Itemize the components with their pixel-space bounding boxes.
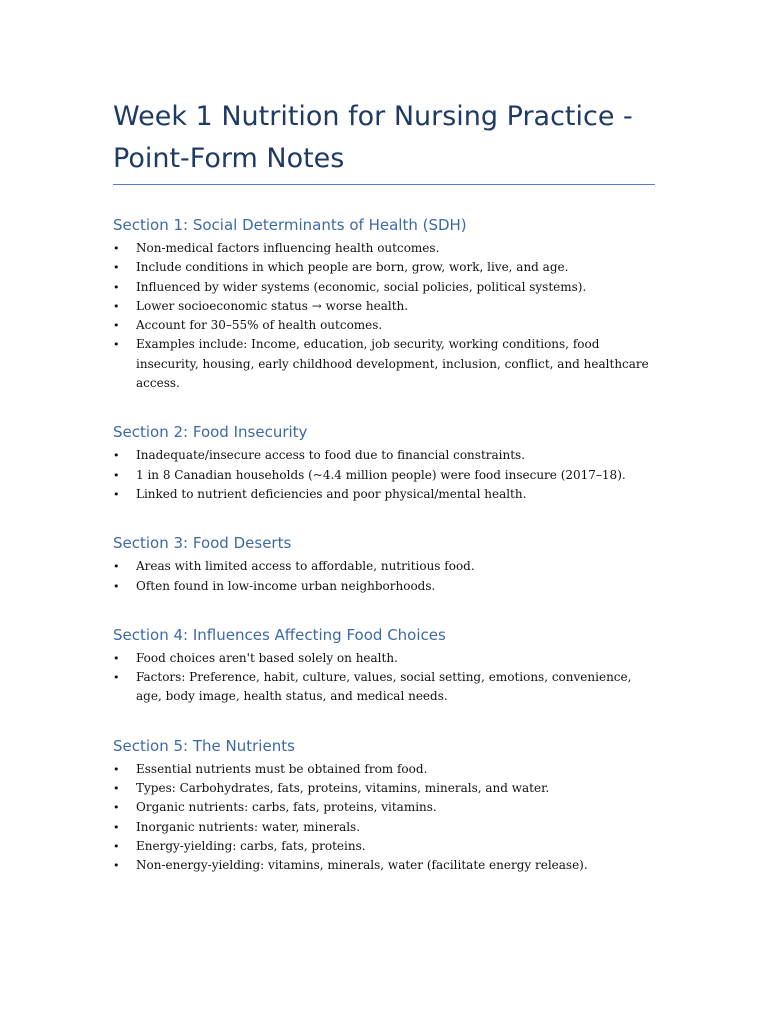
list-item-text: Types: Carbohydrates, fats, proteins, vitamins, minerals, and water.	[136, 781, 550, 796]
list-item	[113, 278, 658, 297]
list-item	[113, 485, 658, 504]
title-underline	[113, 184, 655, 185]
list-item-text: Non-medical factors influencing health outcomes.	[136, 241, 440, 255]
list-item-text: Influenced by wider systems (economic, social policies, political systems).	[136, 279, 587, 294]
bullet-icon: •	[113, 651, 120, 665]
list-item-text: 1 in 8 Canadian households (~4.4 million people) were food insecure (2017–18).	[136, 467, 626, 482]
bullet-icon: •	[113, 671, 120, 685]
bullet-icon: •	[113, 449, 120, 463]
bullet-icon: •	[113, 801, 120, 815]
bullet-icon: •	[113, 560, 120, 574]
bullet-icon: •	[113, 261, 120, 275]
list-item-text: Often found in low-income urban neighborhoods.	[136, 578, 436, 593]
section-heading: Section 3: Food Deserts	[113, 534, 292, 553]
bullet-list	[113, 557, 658, 596]
list-item	[113, 557, 658, 576]
list-item-text: Examples include: Income, education, job security, working conditions, food insecurity, housing, early childhood development, inclusion, conflict, and healthcare access.	[136, 337, 649, 391]
bullet-icon: •	[113, 762, 120, 776]
list-item	[113, 760, 658, 779]
bullet-icon: •	[113, 859, 120, 873]
list-item	[113, 446, 658, 465]
list-item-text: Account for 30–55% of health outcomes.	[136, 318, 383, 333]
list-item-text: Essential nutrients must be obtained from food.	[136, 761, 428, 776]
list-item-text: Organic nutrients: carbs, fats, proteins, vitamins.	[136, 800, 437, 815]
list-item	[113, 297, 658, 316]
list-item-text: Lower socioeconomic status → worse health.	[136, 298, 409, 313]
list-item-text: Inorganic nutrients: water, minerals.	[136, 819, 361, 834]
list-item	[113, 668, 658, 707]
section-food-choices	[113, 625, 658, 707]
bullet-icon: •	[113, 299, 120, 313]
list-item	[113, 258, 658, 277]
list-item-text: Include conditions in which people are born, grow, work, live, and age.	[136, 260, 569, 275]
bullet-icon: •	[113, 468, 120, 482]
list-item	[113, 466, 658, 485]
list-item	[113, 239, 658, 258]
list-item-text: Linked to nutrient deficiencies and poor physical/mental health.	[136, 486, 527, 501]
bullet-icon: •	[113, 338, 120, 352]
bullet-icon: •	[113, 319, 120, 333]
list-item	[113, 779, 658, 798]
list-item-text: Energy-yielding: carbs, fats, proteins.	[136, 838, 366, 853]
bullet-icon: •	[113, 839, 120, 853]
section-food-deserts	[113, 533, 658, 596]
bullet-icon: •	[113, 782, 120, 796]
list-item-text: Inadequate/insecure access to food due to financial constraints.	[136, 448, 526, 463]
list-item-text: Non-energy-yielding: vitamins, minerals, water (facilitate energy release).	[136, 858, 588, 873]
list-item-text: Factors: Preference, habit, culture, values, social setting, emotions, convenience, age, body image, health status, and medical needs.	[136, 670, 632, 704]
list-item-text: Food choices aren't based solely on health.	[136, 650, 398, 665]
section-nutrients	[113, 736, 658, 876]
list-item	[113, 316, 658, 335]
list-item	[113, 649, 658, 668]
bullet-list	[113, 446, 658, 504]
section-heading: Section 5: The Nutrients	[113, 736, 295, 755]
section-social-determinants	[113, 215, 658, 393]
bullet-icon: •	[113, 487, 120, 501]
list-item	[113, 577, 658, 596]
section-heading: Section 2: Food Insecurity	[113, 423, 308, 442]
bullet-list	[113, 760, 658, 876]
list-item	[113, 335, 658, 393]
bullet-icon: •	[113, 820, 120, 834]
list-item	[113, 856, 658, 875]
list-item	[113, 798, 658, 817]
section-food-insecurity	[113, 422, 658, 504]
list-item	[113, 837, 658, 856]
bullet-icon: •	[113, 280, 120, 294]
list-item	[113, 818, 658, 837]
bullet-list	[113, 239, 658, 393]
list-item-text: Areas with limited access to affordable, nutritious food.	[136, 559, 475, 574]
document-page	[113, 96, 658, 876]
section-heading: Section 1: Social Determinants of Health (SDH)	[113, 216, 467, 234]
section-heading: Section 4: Influences Affecting Food Choices	[113, 625, 446, 644]
bullet-list	[113, 649, 658, 707]
bullet-icon: •	[113, 242, 120, 255]
bullet-icon: •	[113, 579, 120, 593]
document-title: Week 1 Nutrition for Nursing Practice - Point-Form Notes	[113, 101, 633, 174]
